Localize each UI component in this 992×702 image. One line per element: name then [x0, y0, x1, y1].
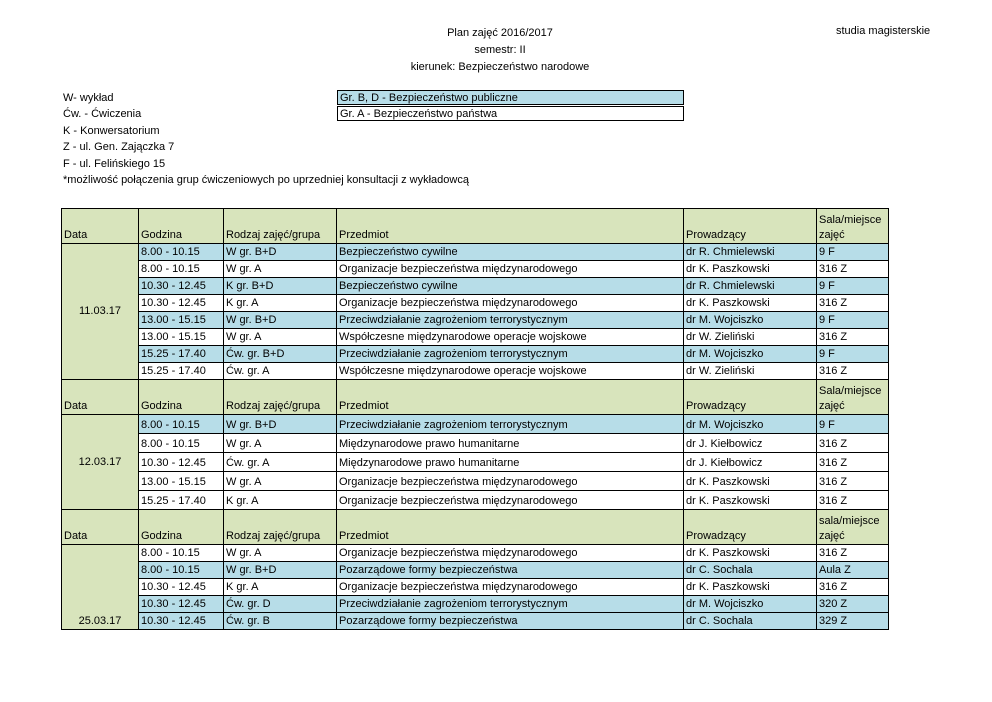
- header-time: [139, 209, 224, 244]
- time-cell: 8.00 - 10.15: [139, 415, 224, 434]
- room-cell: 9 F: [817, 244, 889, 261]
- subject-cell: Współczesne międzynarodowe operacje wojskowe: [337, 329, 684, 346]
- time-cell: 15.25 - 17.40: [139, 491, 224, 510]
- header-room-label: Sala/miejsce zajęć: [819, 385, 882, 412]
- type-cell: Ćw. gr. B: [224, 613, 337, 630]
- header-time-label: Godzina: [141, 530, 182, 542]
- header-time: [139, 380, 224, 415]
- date-cell: 12.03.17: [62, 415, 139, 510]
- time-cell: 10.30 - 12.45: [139, 613, 224, 630]
- time-cell: 13.00 - 15.15: [139, 472, 224, 491]
- header-room: [817, 510, 889, 545]
- header-room: [817, 380, 889, 415]
- table-header-row: [62, 209, 889, 244]
- time-cell: 15.25 - 17.40: [139, 346, 224, 363]
- type-cell: Ćw. gr. B+D: [224, 346, 337, 363]
- lecturer-cell: dr M. Wojciszko: [684, 346, 817, 363]
- type-cell: K gr. A: [224, 579, 337, 596]
- room-cell: 316 Z: [817, 295, 889, 312]
- header-subject-label: Przedmiot: [339, 400, 389, 412]
- room-cell: 316 Z: [817, 545, 889, 562]
- time-cell: 8.00 - 10.15: [139, 434, 224, 453]
- subject-cell: Przeciwdziałanie zagrożeniom terrorystycznym: [337, 312, 684, 329]
- time-cell: 10.30 - 12.45: [139, 278, 224, 295]
- time-cell: 10.30 - 12.45: [139, 453, 224, 472]
- time-cell: 13.00 - 15.15: [139, 329, 224, 346]
- header-type-label: Rodzaj zajęć/grupa: [226, 400, 321, 412]
- header-date: [62, 209, 139, 244]
- subject-cell: Bezpieczeństwo cywilne: [337, 244, 684, 261]
- table-row: [62, 278, 889, 295]
- group-state-security: Gr. A - Bezpieczeństwo państwa: [337, 106, 684, 121]
- subject-cell: Organizacje bezpieczeństwa międzynarodowego: [337, 472, 684, 491]
- lecturer-cell: dr M. Wojciszko: [684, 415, 817, 434]
- subject-cell: Pozarządowe formy bezpieczeństwa: [337, 613, 684, 630]
- table-row: [62, 434, 889, 453]
- header-type-label: Rodzaj zajęć/grupa: [226, 530, 321, 542]
- major-label: kierunek: Bezpieczeństwo narodowe: [410, 61, 590, 73]
- time-cell: 8.00 - 10.15: [139, 244, 224, 261]
- lecturer-cell: dr J. Kiełbowicz: [684, 453, 817, 472]
- type-cell: W gr. B+D: [224, 312, 337, 329]
- lecturer-cell: dr M. Wojciszko: [684, 312, 817, 329]
- legend-location-z: Z - ul. Gen. Zajączka 7: [63, 141, 175, 153]
- table-row: [62, 363, 889, 380]
- table-row: [62, 579, 889, 596]
- subject-cell: Organizacje bezpieczeństwa międzynarodowego: [337, 545, 684, 562]
- header-date-label: Data: [64, 400, 88, 412]
- lecturer-cell: dr R. Chmielewski: [684, 244, 817, 261]
- legend-location-f: F - ul. Felińskiego 15: [63, 158, 166, 170]
- room-cell: 316 Z: [817, 472, 889, 491]
- table-row: [62, 491, 889, 510]
- subject-cell: Przeciwdziałanie zagrożeniom terrorystycznym: [337, 346, 684, 363]
- room-cell: 9 F: [817, 278, 889, 295]
- lecturer-cell: dr K. Paszkowski: [684, 472, 817, 491]
- group-public-security: Gr. B, D - Bezpieczeństwo publiczne: [337, 90, 684, 105]
- room-cell: 9 F: [817, 312, 889, 329]
- lecturer-cell: dr K. Paszkowski: [684, 579, 817, 596]
- lecturer-cell: dr R. Chmielewski: [684, 278, 817, 295]
- header-lecturer-label: Prowadzący: [686, 229, 746, 241]
- subject-cell: Bezpieczeństwo cywilne: [337, 278, 684, 295]
- subject-cell: Organizacje bezpieczeństwa międzynarodowego: [337, 579, 684, 596]
- header-time-label: Godzina: [141, 400, 182, 412]
- time-cell: 8.00 - 10.15: [139, 261, 224, 278]
- header-lecturer-label: Prowadzący: [686, 400, 746, 412]
- subject-cell: Przeciwdziałanie zagrożeniom terrorystycznym: [337, 415, 684, 434]
- header-lecturer: [684, 380, 817, 415]
- header-date-label: Data: [64, 229, 88, 241]
- table-header-row: [62, 380, 889, 415]
- table-row: [62, 312, 889, 329]
- time-cell: 8.00 - 10.15: [139, 562, 224, 579]
- lecturer-cell: dr K. Paszkowski: [684, 295, 817, 312]
- table-header-row: [62, 510, 889, 545]
- lecturer-cell: dr J. Kiełbowicz: [684, 434, 817, 453]
- header-date: [62, 380, 139, 415]
- header-subject: [337, 380, 684, 415]
- header-time: [139, 510, 224, 545]
- subject-cell: Organizacje bezpieczeństwa międzynarodowego: [337, 295, 684, 312]
- room-cell: Aula Z: [817, 562, 889, 579]
- date-cell: 11.03.17: [62, 244, 139, 380]
- lecturer-cell: dr M. Wojciszko: [684, 596, 817, 613]
- table-row: [62, 545, 889, 562]
- type-cell: W gr. A: [224, 545, 337, 562]
- table-row: [62, 472, 889, 491]
- schedule-table: [61, 208, 889, 630]
- room-cell: 9 F: [817, 346, 889, 363]
- time-cell: 10.30 - 12.45: [139, 579, 224, 596]
- room-cell: 316 Z: [817, 363, 889, 380]
- table-row: [62, 613, 889, 630]
- room-cell: 316 Z: [817, 261, 889, 278]
- study-level-label: studia magisterskie: [836, 25, 931, 37]
- table-row: [62, 453, 889, 472]
- plan-title: Plan zajęć 2016/2017: [447, 27, 553, 39]
- time-cell: 10.30 - 12.45: [139, 596, 224, 613]
- room-cell: 329 Z: [817, 613, 889, 630]
- type-cell: Ćw. gr. A: [224, 453, 337, 472]
- header-date: [62, 510, 139, 545]
- type-cell: Ćw. gr. A: [224, 363, 337, 380]
- header-type: [224, 209, 337, 244]
- table-row: [62, 346, 889, 363]
- table-row: [62, 244, 889, 261]
- subject-cell: Organizacje bezpieczeństwa międzynarodowego: [337, 491, 684, 510]
- legend-exercises: Ćw. - Ćwiczenia: [63, 108, 142, 120]
- subject-cell: Współczesne międzynarodowe operacje wojskowe: [337, 363, 684, 380]
- subject-cell: Przeciwdziałanie zagrożeniom terrorystycznym: [337, 596, 684, 613]
- header-lecturer: [684, 209, 817, 244]
- header-time-label: Godzina: [141, 229, 182, 241]
- lecturer-cell: dr C. Sochala: [684, 562, 817, 579]
- type-cell: W gr. A: [224, 472, 337, 491]
- table-row: [62, 562, 889, 579]
- header-lecturer-label: Prowadzący: [686, 530, 746, 542]
- header-subject: [337, 510, 684, 545]
- type-cell: W gr. A: [224, 329, 337, 346]
- table-row: [62, 295, 889, 312]
- header-type-label: Rodzaj zajęć/grupa: [226, 229, 321, 241]
- type-cell: W gr. A: [224, 434, 337, 453]
- subject-cell: Pozarządowe formy bezpieczeństwa: [337, 562, 684, 579]
- lecturer-cell: dr K. Paszkowski: [684, 261, 817, 278]
- header-date-label: Data: [64, 530, 88, 542]
- room-cell: 316 Z: [817, 434, 889, 453]
- table-row: [62, 415, 889, 434]
- type-cell: Ćw. gr. D: [224, 596, 337, 613]
- time-cell: 13.00 - 15.15: [139, 312, 224, 329]
- type-cell: K gr. B+D: [224, 278, 337, 295]
- type-cell: W gr. B+D: [224, 415, 337, 434]
- room-cell: 320 Z: [817, 596, 889, 613]
- header-type: [224, 380, 337, 415]
- semester-label: semestr: II: [474, 44, 526, 56]
- time-cell: 8.00 - 10.15: [139, 545, 224, 562]
- legend-lecture: W- wykład: [63, 92, 114, 104]
- lecturer-cell: dr W. Zieliński: [684, 363, 817, 380]
- room-cell: 316 Z: [817, 491, 889, 510]
- lecturer-cell: dr W. Zieliński: [684, 329, 817, 346]
- header-room: [817, 209, 889, 244]
- room-cell: 316 Z: [817, 453, 889, 472]
- header-room-label: Sala/miejsce zajęć: [819, 214, 882, 241]
- room-cell: 316 Z: [817, 579, 889, 596]
- subject-cell: Międzynarodowe prawo humanitarne: [337, 453, 684, 472]
- table-row: [62, 329, 889, 346]
- time-cell: 15.25 - 17.40: [139, 363, 224, 380]
- header-type: [224, 510, 337, 545]
- legend-seminar: K - Konwersatorium: [63, 125, 160, 137]
- type-cell: W gr. B+D: [224, 562, 337, 579]
- type-cell: W gr. A: [224, 261, 337, 278]
- lecturer-cell: dr K. Paszkowski: [684, 545, 817, 562]
- table-row: [62, 261, 889, 278]
- header-subject: [337, 209, 684, 244]
- header-subject-label: Przedmiot: [339, 229, 389, 241]
- legend-note: *możliwość połączenia grup ćwiczeniowych po uprzedniej konsultacji z wykładowcą: [63, 174, 469, 186]
- header-subject-label: Przedmiot: [339, 530, 389, 542]
- lecturer-cell: dr K. Paszkowski: [684, 491, 817, 510]
- date-cell: 25.03.17: [62, 545, 139, 630]
- header-lecturer: [684, 510, 817, 545]
- table-row: [62, 596, 889, 613]
- type-cell: W gr. B+D: [224, 244, 337, 261]
- subject-cell: Organizacje bezpieczeństwa międzynarodowego: [337, 261, 684, 278]
- room-cell: 316 Z: [817, 329, 889, 346]
- type-cell: K gr. A: [224, 295, 337, 312]
- header-room-label: sala/miejsce zajęć: [819, 515, 880, 542]
- lecturer-cell: dr C. Sochala: [684, 613, 817, 630]
- type-cell: K gr. A: [224, 491, 337, 510]
- subject-cell: Międzynarodowe prawo humanitarne: [337, 434, 684, 453]
- room-cell: 9 F: [817, 415, 889, 434]
- time-cell: 10.30 - 12.45: [139, 295, 224, 312]
